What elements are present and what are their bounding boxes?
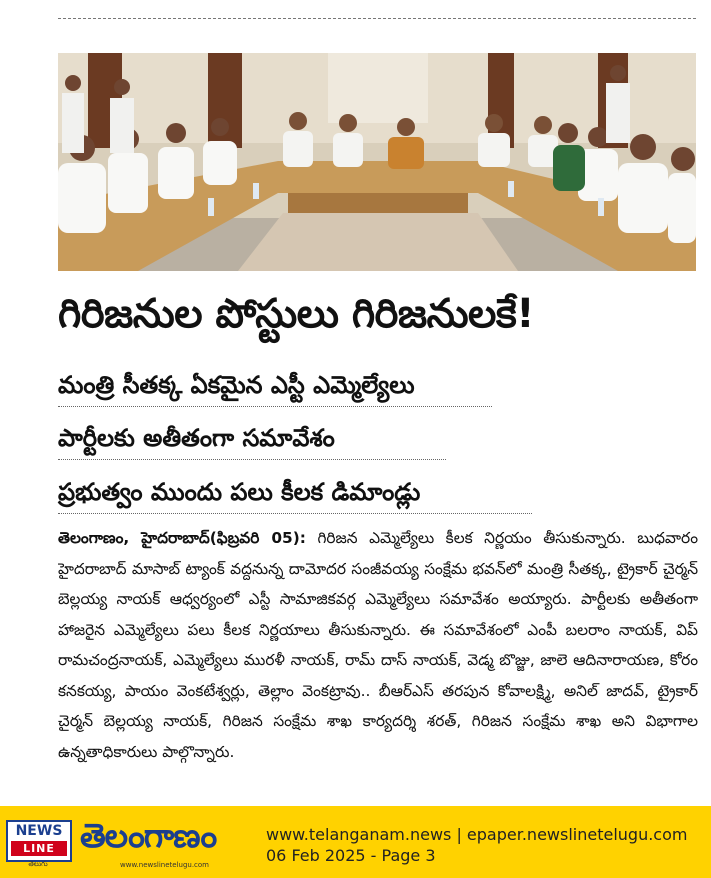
masthead-url[interactable]: www.newslinetelugu.com [120, 861, 209, 869]
article-body [58, 523, 698, 805]
top-dashed-rule [58, 18, 696, 19]
footer-bar [0, 806, 711, 878]
masthead-title[interactable]: తెలంగాణం [80, 816, 217, 855]
logo-caption: తెలుగు [28, 860, 48, 868]
article-paragraph: గిరిజన ఎమ్మెల్యేలు కీలక నిర్ణయం తీసుకున్నారు. బుధవారం హైదరాబాద్ మాసాబ్ ట్యాంక్ వద్దనున్న దామోదర సంజీవయ్య సంక్షేమ భవన్‌లో మంత్రి సీతక్క, ట్రైకార్ చైర్మన్ బెల్లయ్య నాయక్ ఆధ్వర్యంలో ఎస్టీ సామాజికవర్గ ఎమ్మెల్యేలు సమావేశం అయ్యారు. పార్టీలకు అతీతంగా హాజరైన ఎమ్మెల్యేలు పలు కీలక నిర్ణయాలు తీసుకున్నారు. ఈ సమావేశంలో ఎంపీ బలరాం నాయక్, విప్ రామచంద్రనాయక్, ఎమ్మెల్యేలు మురళీ నాయక్, రామ్ దాస్ నాయక్, వెడ్మ బొజ్జు, జాలె ఆదినారాయణ, కోరం కనకయ్య, పాయం వెంకటేశ్వర్లు, తెల్లాం వెంకట్రావు.. బీఆర్ఎస్ తరపున కోవాలక్ష్మి, అనిల్ జాదవ్, ట్రైకార్ చైర్మన్ బెల్లయ్య నాయక్, గిరిజన సంక్షేమ శాఖ కార్యదర్శి శరత్, గిరిజన సంక్షేమ శాఖ అని విభాగాల ఉన్నతాధికారులు పాల్గొన్నారు. [58, 529, 698, 761]
website-links[interactable]: www.telanganam.news | epaper.newslinetelugu.com [266, 825, 688, 844]
headline: గిరిజనుల పోస్టులు గిరిజనులకే! [58, 291, 535, 337]
subheadline-2: పార్టీలకు అతీతంగా సమావేశం [58, 420, 446, 460]
subheadline-3: ప్రభుత్వం ముందు పలు కీలక డిమాండ్లు [58, 474, 532, 514]
subheadline-1: మంత్రి సీతక్క ఏకమైన ఎస్టీ ఎమ్మెల్యేలు [58, 367, 492, 407]
meeting-photo [58, 53, 696, 271]
logo-news-text: NEWS [15, 823, 63, 839]
logo-line-text: LINE [11, 841, 67, 856]
footer-info [266, 824, 687, 866]
date-page: 06 Feb 2025 - Page 3 [266, 846, 436, 865]
article-dateline: తెలంగాణం, హైదరాబాద్(ఫిబ్రవరి 05): [58, 529, 306, 547]
newsline-logo[interactable] [6, 820, 72, 862]
